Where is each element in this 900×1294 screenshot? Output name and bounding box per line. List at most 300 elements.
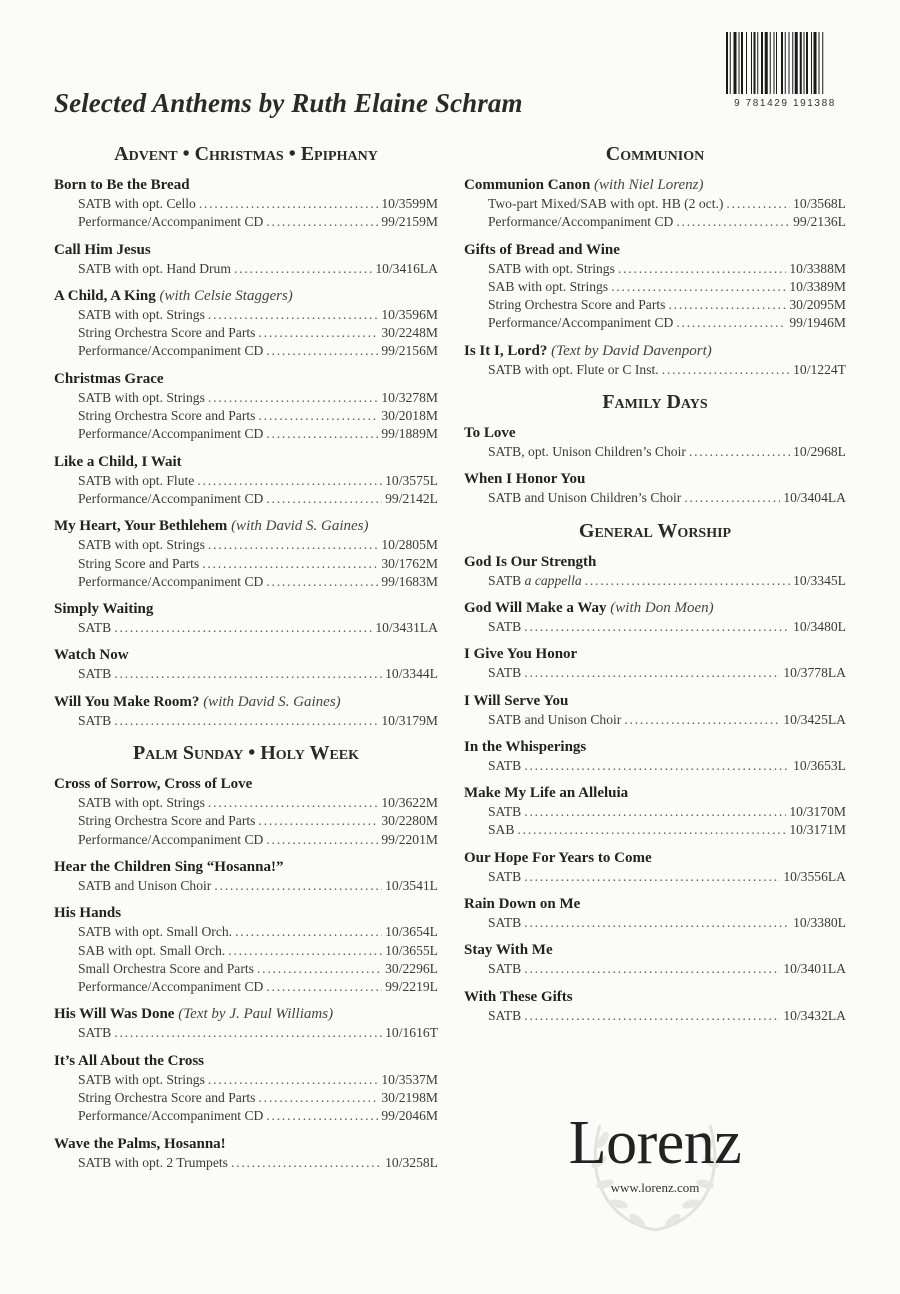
edition-row xyxy=(464,489,846,507)
anthem-entry xyxy=(54,858,438,895)
edition-row xyxy=(54,389,438,407)
edition-code: 10/3537M xyxy=(381,1071,438,1087)
anthem-entry xyxy=(464,849,846,886)
barcode-bar xyxy=(795,32,798,94)
edition-row xyxy=(54,812,438,830)
section-heading-communion: Communion xyxy=(605,143,705,165)
edition-label: SATB xyxy=(488,961,522,977)
edition-code: 10/3480L xyxy=(793,618,846,634)
edition-row xyxy=(464,572,846,590)
section-heading-family-days: Family Days xyxy=(602,391,708,414)
edition-code: 10/3278M xyxy=(381,389,438,405)
anthem-title xyxy=(54,370,438,389)
edition-code: 99/2142L xyxy=(385,490,438,506)
edition-code: 10/3345L xyxy=(793,572,846,588)
dot-leader xyxy=(676,314,786,332)
anthem-title xyxy=(464,553,846,572)
dot-leader xyxy=(235,923,382,941)
edition-code: 30/1762M xyxy=(381,555,438,571)
edition-row xyxy=(54,425,438,443)
edition-row xyxy=(54,1154,438,1172)
edition-code: 10/3575L xyxy=(385,472,438,488)
anthem-entry xyxy=(464,470,846,507)
anthem-title xyxy=(464,988,846,1007)
edition-code: 30/2280M xyxy=(381,813,438,829)
dot-leader xyxy=(266,490,382,508)
dot-leader xyxy=(624,711,780,729)
anthem-title-text: Born to Be the Bread xyxy=(54,177,190,193)
publisher-url[interactable]: www.lorenz.com xyxy=(610,1180,700,1195)
dot-leader xyxy=(668,296,786,314)
edition-label: Performance/Accompaniment CD xyxy=(488,214,674,230)
anthem-title xyxy=(464,645,846,664)
edition-row xyxy=(54,306,438,324)
edition-label: SATB with opt. Strings xyxy=(78,389,205,405)
anthem-title xyxy=(464,470,846,489)
edition-code: 10/1616T xyxy=(385,1025,438,1041)
dot-leader xyxy=(689,443,790,461)
edition-row xyxy=(54,213,438,231)
anthem-title-text: His Hands xyxy=(54,905,122,922)
edition-row xyxy=(464,296,846,314)
edition-label: String Orchestra Score and Parts xyxy=(78,1090,256,1106)
dot-leader xyxy=(524,1007,780,1025)
edition-code: 99/2219L xyxy=(385,979,438,995)
edition-code: 10/3344L xyxy=(385,666,438,682)
barcode-bar xyxy=(804,32,805,94)
dot-leader xyxy=(266,213,378,231)
dot-leader xyxy=(197,472,382,490)
anthem-title-text: Wave the Palms, Hosanna! xyxy=(54,1135,226,1152)
anthem-title xyxy=(464,738,846,757)
edition-label: String Orchestra Score and Parts xyxy=(78,325,256,341)
dot-leader xyxy=(524,757,790,775)
barcode-bar xyxy=(800,32,802,94)
dot-leader xyxy=(214,877,382,895)
anthem-entry xyxy=(464,176,846,232)
edition-code: 30/2248M xyxy=(381,325,438,341)
edition-code: 99/2136L xyxy=(793,214,846,230)
edition-row xyxy=(464,664,846,682)
edition-row xyxy=(464,443,846,461)
dot-leader xyxy=(199,195,379,213)
anthem-title-text: A Child, A King xyxy=(54,287,156,304)
anthem-title-text: My Heart, Your Bethlehem xyxy=(54,518,228,535)
anthem-title xyxy=(464,895,846,914)
anthem-title-text: God Will Make a Way xyxy=(464,599,607,616)
anthem-title-text: Hear the Children Sing “Hosanna!” xyxy=(54,858,284,875)
edition-code: 10/3179M xyxy=(381,712,438,728)
edition-code: 99/1946M xyxy=(789,315,846,331)
edition-label: Performance/Accompaniment CD xyxy=(488,315,674,331)
edition-row xyxy=(464,803,846,821)
edition-row xyxy=(54,942,438,960)
edition-code: 99/2046M xyxy=(381,1108,438,1124)
anthem-credit: (with Don Moen) xyxy=(610,599,714,616)
edition-label: Performance/Accompaniment CD xyxy=(78,490,264,506)
edition-code: 30/2018M xyxy=(381,408,438,424)
edition-code: 10/3258L xyxy=(385,1154,438,1170)
anthem-title xyxy=(464,849,846,868)
anthem-entry xyxy=(464,553,846,590)
dot-leader xyxy=(266,425,378,443)
anthem-entry xyxy=(464,941,846,978)
barcode-bar xyxy=(806,32,808,94)
edition-label: SATB xyxy=(78,666,112,682)
anthem-entry xyxy=(54,176,438,232)
section-heading-advent-christmas-epiphany: Advent • Christmas • Epiphany xyxy=(114,143,378,165)
edition-row xyxy=(54,342,438,360)
anthem-title-text: Stay With Me xyxy=(464,942,553,959)
barcode-bar xyxy=(726,32,728,94)
edition-code: 10/3404LA xyxy=(783,490,846,506)
anthem-title-text: Rain Down on Me xyxy=(464,896,581,913)
edition-row xyxy=(54,665,438,683)
edition-label: Performance/Accompaniment CD xyxy=(78,979,264,995)
barcode-bar xyxy=(734,32,737,94)
dot-leader xyxy=(266,573,378,591)
edition-label-italic: a cappella xyxy=(524,572,582,588)
edition-code: 10/3541L xyxy=(385,877,438,893)
anthem-credit: (Text by J. Paul Williams) xyxy=(178,1006,334,1023)
edition-label: SATB xyxy=(488,868,522,884)
anthem-title xyxy=(54,600,438,619)
anthem-entry xyxy=(54,287,438,361)
anthem-title-text: Gifts of Bread and Wine xyxy=(464,241,620,258)
page-title: Selected Anthems by Ruth Elaine Schram xyxy=(54,88,523,118)
barcode-bar xyxy=(789,32,790,94)
edition-label: SATB with opt. Flute or C Inst. xyxy=(488,361,659,377)
edition-row xyxy=(54,712,438,730)
edition-code: 10/1224T xyxy=(793,361,846,377)
anthem-entry xyxy=(54,646,438,683)
right-column xyxy=(464,140,846,1034)
dot-leader xyxy=(208,389,378,407)
edition-code: 10/3655L xyxy=(385,942,438,958)
edition-code: 10/3388M xyxy=(789,260,846,276)
dot-leader xyxy=(208,306,378,324)
edition-code: 30/2198M xyxy=(381,1090,438,1106)
edition-label: Performance/Accompaniment CD xyxy=(78,214,264,230)
edition-row xyxy=(54,490,438,508)
edition-label: Two-part Mixed/SAB with opt. HB (2 oct.) xyxy=(488,196,724,211)
edition-code: 99/1683M xyxy=(381,573,438,589)
dot-leader xyxy=(517,821,786,839)
barcode-bar xyxy=(819,32,820,94)
dot-leader xyxy=(208,1071,378,1089)
barcode-bar xyxy=(730,32,731,94)
dot-leader xyxy=(726,195,790,213)
edition-code: 99/1889M xyxy=(381,426,438,442)
anthem-title xyxy=(54,904,438,923)
edition-label: SATB with opt. Cello xyxy=(78,196,196,211)
anthem-entry xyxy=(464,645,846,682)
edition-label: SATB a cappella xyxy=(488,572,582,588)
dot-leader xyxy=(257,960,382,978)
edition-label: SATB and Unison Choir xyxy=(78,877,212,893)
dot-leader xyxy=(524,618,790,636)
dot-leader xyxy=(524,868,780,886)
edition-row xyxy=(54,407,438,425)
anthem-entry xyxy=(54,241,438,278)
barcode-bar xyxy=(770,32,771,94)
barcode-bar xyxy=(751,32,752,94)
edition-row xyxy=(464,757,846,775)
edition-label: String Orchestra Score and Parts xyxy=(488,297,666,313)
barcode-bar xyxy=(741,32,743,94)
anthem-credit: (with David S. Gaines) xyxy=(203,693,341,710)
edition-code: 10/3599M xyxy=(381,196,438,211)
edition-label: SATB xyxy=(488,618,522,634)
anthem-title xyxy=(464,784,846,803)
barcode-bar xyxy=(785,32,786,94)
edition-label: SATB xyxy=(488,1007,522,1023)
barcode-bar xyxy=(774,32,775,94)
edition-label: SATB, opt. Unison Children’s Choir xyxy=(488,444,686,460)
anthem-title-text: Call Him Jesus xyxy=(54,241,151,258)
anthem-title xyxy=(464,424,846,443)
anthem-credit: (with Niel Lorenz) xyxy=(594,177,704,193)
dot-leader xyxy=(114,1024,382,1042)
dot-leader xyxy=(662,361,790,379)
edition-code: 10/3654L xyxy=(385,924,438,940)
anthem-title-text: Cross of Sorrow, Cross of Love xyxy=(54,776,253,793)
edition-label: SATB xyxy=(488,757,522,773)
dot-leader xyxy=(266,1107,378,1125)
edition-code: 10/3432LA xyxy=(783,1007,846,1023)
edition-label: SATB xyxy=(78,620,112,636)
edition-code: 10/3568L xyxy=(793,196,846,211)
edition-code: 30/2095M xyxy=(789,297,846,313)
edition-code: 10/3622M xyxy=(381,795,438,811)
edition-label: SATB with opt. Hand Drum xyxy=(78,260,231,276)
edition-row xyxy=(464,711,846,729)
edition-code: 10/3170M xyxy=(789,804,846,820)
edition-row xyxy=(54,1071,438,1089)
publisher-logo-text: Lorenz xyxy=(568,1109,742,1177)
edition-row xyxy=(54,472,438,490)
anthem-entry xyxy=(54,453,438,509)
edition-row xyxy=(464,618,846,636)
barcode-bar xyxy=(761,32,763,94)
anthem-entry xyxy=(54,775,438,849)
edition-code: 10/3380L xyxy=(793,915,846,931)
edition-label: SATB xyxy=(78,712,112,728)
edition-row xyxy=(464,195,846,213)
edition-row xyxy=(464,213,846,231)
dot-leader xyxy=(585,572,790,590)
section-heading-palm-sunday-holy-week: Palm Sunday • Holy Week xyxy=(132,742,360,765)
edition-code: 10/3401LA xyxy=(783,961,846,977)
edition-code: 10/3416LA xyxy=(375,260,438,276)
edition-label: SATB xyxy=(488,915,522,931)
edition-row xyxy=(54,1024,438,1042)
edition-label: SAB with opt. Small Orch. xyxy=(78,942,226,958)
dot-leader xyxy=(114,619,372,637)
anthem-title xyxy=(464,176,846,195)
edition-label: SATB xyxy=(488,804,522,820)
dot-leader xyxy=(266,342,378,360)
anthem-entry xyxy=(54,1052,438,1126)
edition-row xyxy=(54,877,438,895)
barcode-bar xyxy=(822,32,823,94)
anthem-title-text: God Is Our Strength xyxy=(464,553,597,570)
dot-leader xyxy=(208,794,378,812)
edition-label: SAB with opt. Strings xyxy=(488,278,609,294)
edition-code: 10/3778LA xyxy=(783,665,846,681)
dot-leader xyxy=(114,665,382,683)
dot-leader xyxy=(202,555,378,573)
anthem-title-text: Simply Waiting xyxy=(54,601,154,618)
anthem-entry xyxy=(464,692,846,729)
barcode-bar xyxy=(746,32,747,94)
anthem-title-text: Is It I, Lord? xyxy=(464,342,548,359)
barcode-bar xyxy=(765,32,768,94)
edition-code: 10/2805M xyxy=(381,537,438,553)
edition-row xyxy=(464,821,846,839)
barcode-bar xyxy=(792,32,793,94)
edition-code: 10/3389M xyxy=(789,278,846,294)
anthem-title xyxy=(464,241,846,260)
edition-label: SAB xyxy=(488,822,515,838)
edition-row xyxy=(54,324,438,342)
barcode-bar xyxy=(757,32,758,94)
edition-label: SATB with opt. Strings xyxy=(78,795,205,811)
edition-label: String Orchestra Score and Parts xyxy=(78,408,256,424)
dot-leader xyxy=(258,324,378,342)
edition-row xyxy=(54,260,438,278)
barcode-bar xyxy=(814,32,817,94)
edition-code: 10/3431LA xyxy=(375,620,438,636)
edition-row xyxy=(464,914,846,932)
edition-row xyxy=(54,831,438,849)
anthem-title xyxy=(464,692,846,711)
dot-leader xyxy=(114,712,378,730)
anthem-entry xyxy=(464,988,846,1025)
dot-leader xyxy=(524,960,780,978)
anthem-entry xyxy=(464,241,846,333)
anthem-entry xyxy=(464,784,846,840)
anthem-credit: (Text by David Davenport) xyxy=(551,342,712,359)
edition-label: SATB with opt. Strings xyxy=(488,260,615,276)
edition-row xyxy=(54,573,438,591)
edition-code: 99/2159M xyxy=(381,214,438,230)
edition-row xyxy=(54,794,438,812)
anthem-title-text: It’s All About the Cross xyxy=(54,1052,205,1069)
anthem-title xyxy=(54,646,438,665)
edition-code: 10/3171M xyxy=(789,822,846,838)
anthem-credit: (with Celsie Staggers) xyxy=(159,287,293,304)
dot-leader xyxy=(231,1154,382,1172)
anthem-entry xyxy=(54,600,438,637)
anthem-entry xyxy=(54,517,438,591)
edition-label: Performance/Accompaniment CD xyxy=(78,426,264,442)
anthem-title xyxy=(54,775,438,794)
edition-label: SATB and Unison Choir xyxy=(488,711,622,727)
anthem-entry xyxy=(464,895,846,932)
edition-code: 99/2201M xyxy=(381,831,438,847)
anthem-title xyxy=(464,599,846,618)
dot-leader xyxy=(524,914,790,932)
anthem-credit: (with David S. Gaines) xyxy=(231,518,369,535)
dot-leader xyxy=(524,664,780,682)
edition-label: SATB with opt. Strings xyxy=(78,1071,205,1087)
dot-leader xyxy=(208,536,378,554)
edition-row xyxy=(464,278,846,296)
anthem-title-text: With These Gifts xyxy=(464,988,573,1005)
edition-label: String Score and Parts xyxy=(78,555,200,571)
anthem-title-text: Communion Canon xyxy=(464,177,591,193)
edition-label: Performance/Accompaniment CD xyxy=(78,343,264,359)
edition-row xyxy=(464,1007,846,1025)
edition-row xyxy=(54,978,438,996)
anthem-title-text: His Will Was Done xyxy=(54,1006,175,1023)
anthem-entry xyxy=(54,693,438,730)
anthem-title-text: When I Honor You xyxy=(464,471,586,488)
anthem-entry xyxy=(464,599,846,636)
dot-leader xyxy=(676,213,790,231)
edition-label: SATB with opt. Strings xyxy=(78,306,205,322)
dot-leader xyxy=(524,803,786,821)
anthem-title-text: In the Whisperings xyxy=(464,738,587,755)
left-column xyxy=(54,140,438,1181)
edition-label: SATB with opt. Flute xyxy=(78,472,195,488)
edition-code: 99/2156M xyxy=(381,343,438,359)
anthem-title xyxy=(464,342,846,361)
edition-row xyxy=(54,960,438,978)
anthem-entry xyxy=(54,370,438,444)
anthem-title xyxy=(54,453,438,472)
edition-row xyxy=(54,555,438,573)
edition-code: 10/2968L xyxy=(793,444,846,460)
anthem-title-text: To Love xyxy=(464,425,516,442)
edition-row xyxy=(464,314,846,332)
dot-leader xyxy=(258,812,378,830)
edition-label: Performance/Accompaniment CD xyxy=(78,1108,264,1124)
barcode-bar xyxy=(811,32,812,94)
anthem-title-text: Christmas Grace xyxy=(54,370,164,387)
barcode-bar xyxy=(754,32,756,94)
edition-row xyxy=(54,195,438,213)
anthem-title xyxy=(54,693,438,712)
anthem-title xyxy=(54,1135,438,1154)
anthem-title xyxy=(54,517,438,536)
edition-label: Performance/Accompaniment CD xyxy=(78,573,264,589)
edition-label: SATB with opt. Strings xyxy=(78,537,205,553)
anthem-title-text: I Give You Honor xyxy=(464,646,578,663)
edition-row xyxy=(54,619,438,637)
edition-label: SATB with opt. Small Orch. xyxy=(78,924,233,940)
anthem-entry xyxy=(54,904,438,996)
edition-row xyxy=(54,536,438,554)
anthem-title xyxy=(54,241,438,260)
anthem-title-text: I Will Serve You xyxy=(464,692,569,709)
edition-row xyxy=(464,868,846,886)
anthem-title xyxy=(54,176,438,195)
anthem-entry xyxy=(464,424,846,461)
anthem-title xyxy=(54,858,438,877)
edition-row xyxy=(54,923,438,941)
edition-label: SATB xyxy=(78,1025,112,1041)
anthem-title-text: Make My Life an Alleluia xyxy=(464,785,629,802)
dot-leader xyxy=(266,831,378,849)
anthem-title xyxy=(54,1005,438,1024)
edition-row xyxy=(54,1089,438,1107)
section-heading-general-worship: General Worship xyxy=(578,519,732,542)
anthem-entry xyxy=(464,738,846,775)
anthem-title-text: Watch Now xyxy=(54,647,129,664)
dot-leader xyxy=(258,1089,378,1107)
